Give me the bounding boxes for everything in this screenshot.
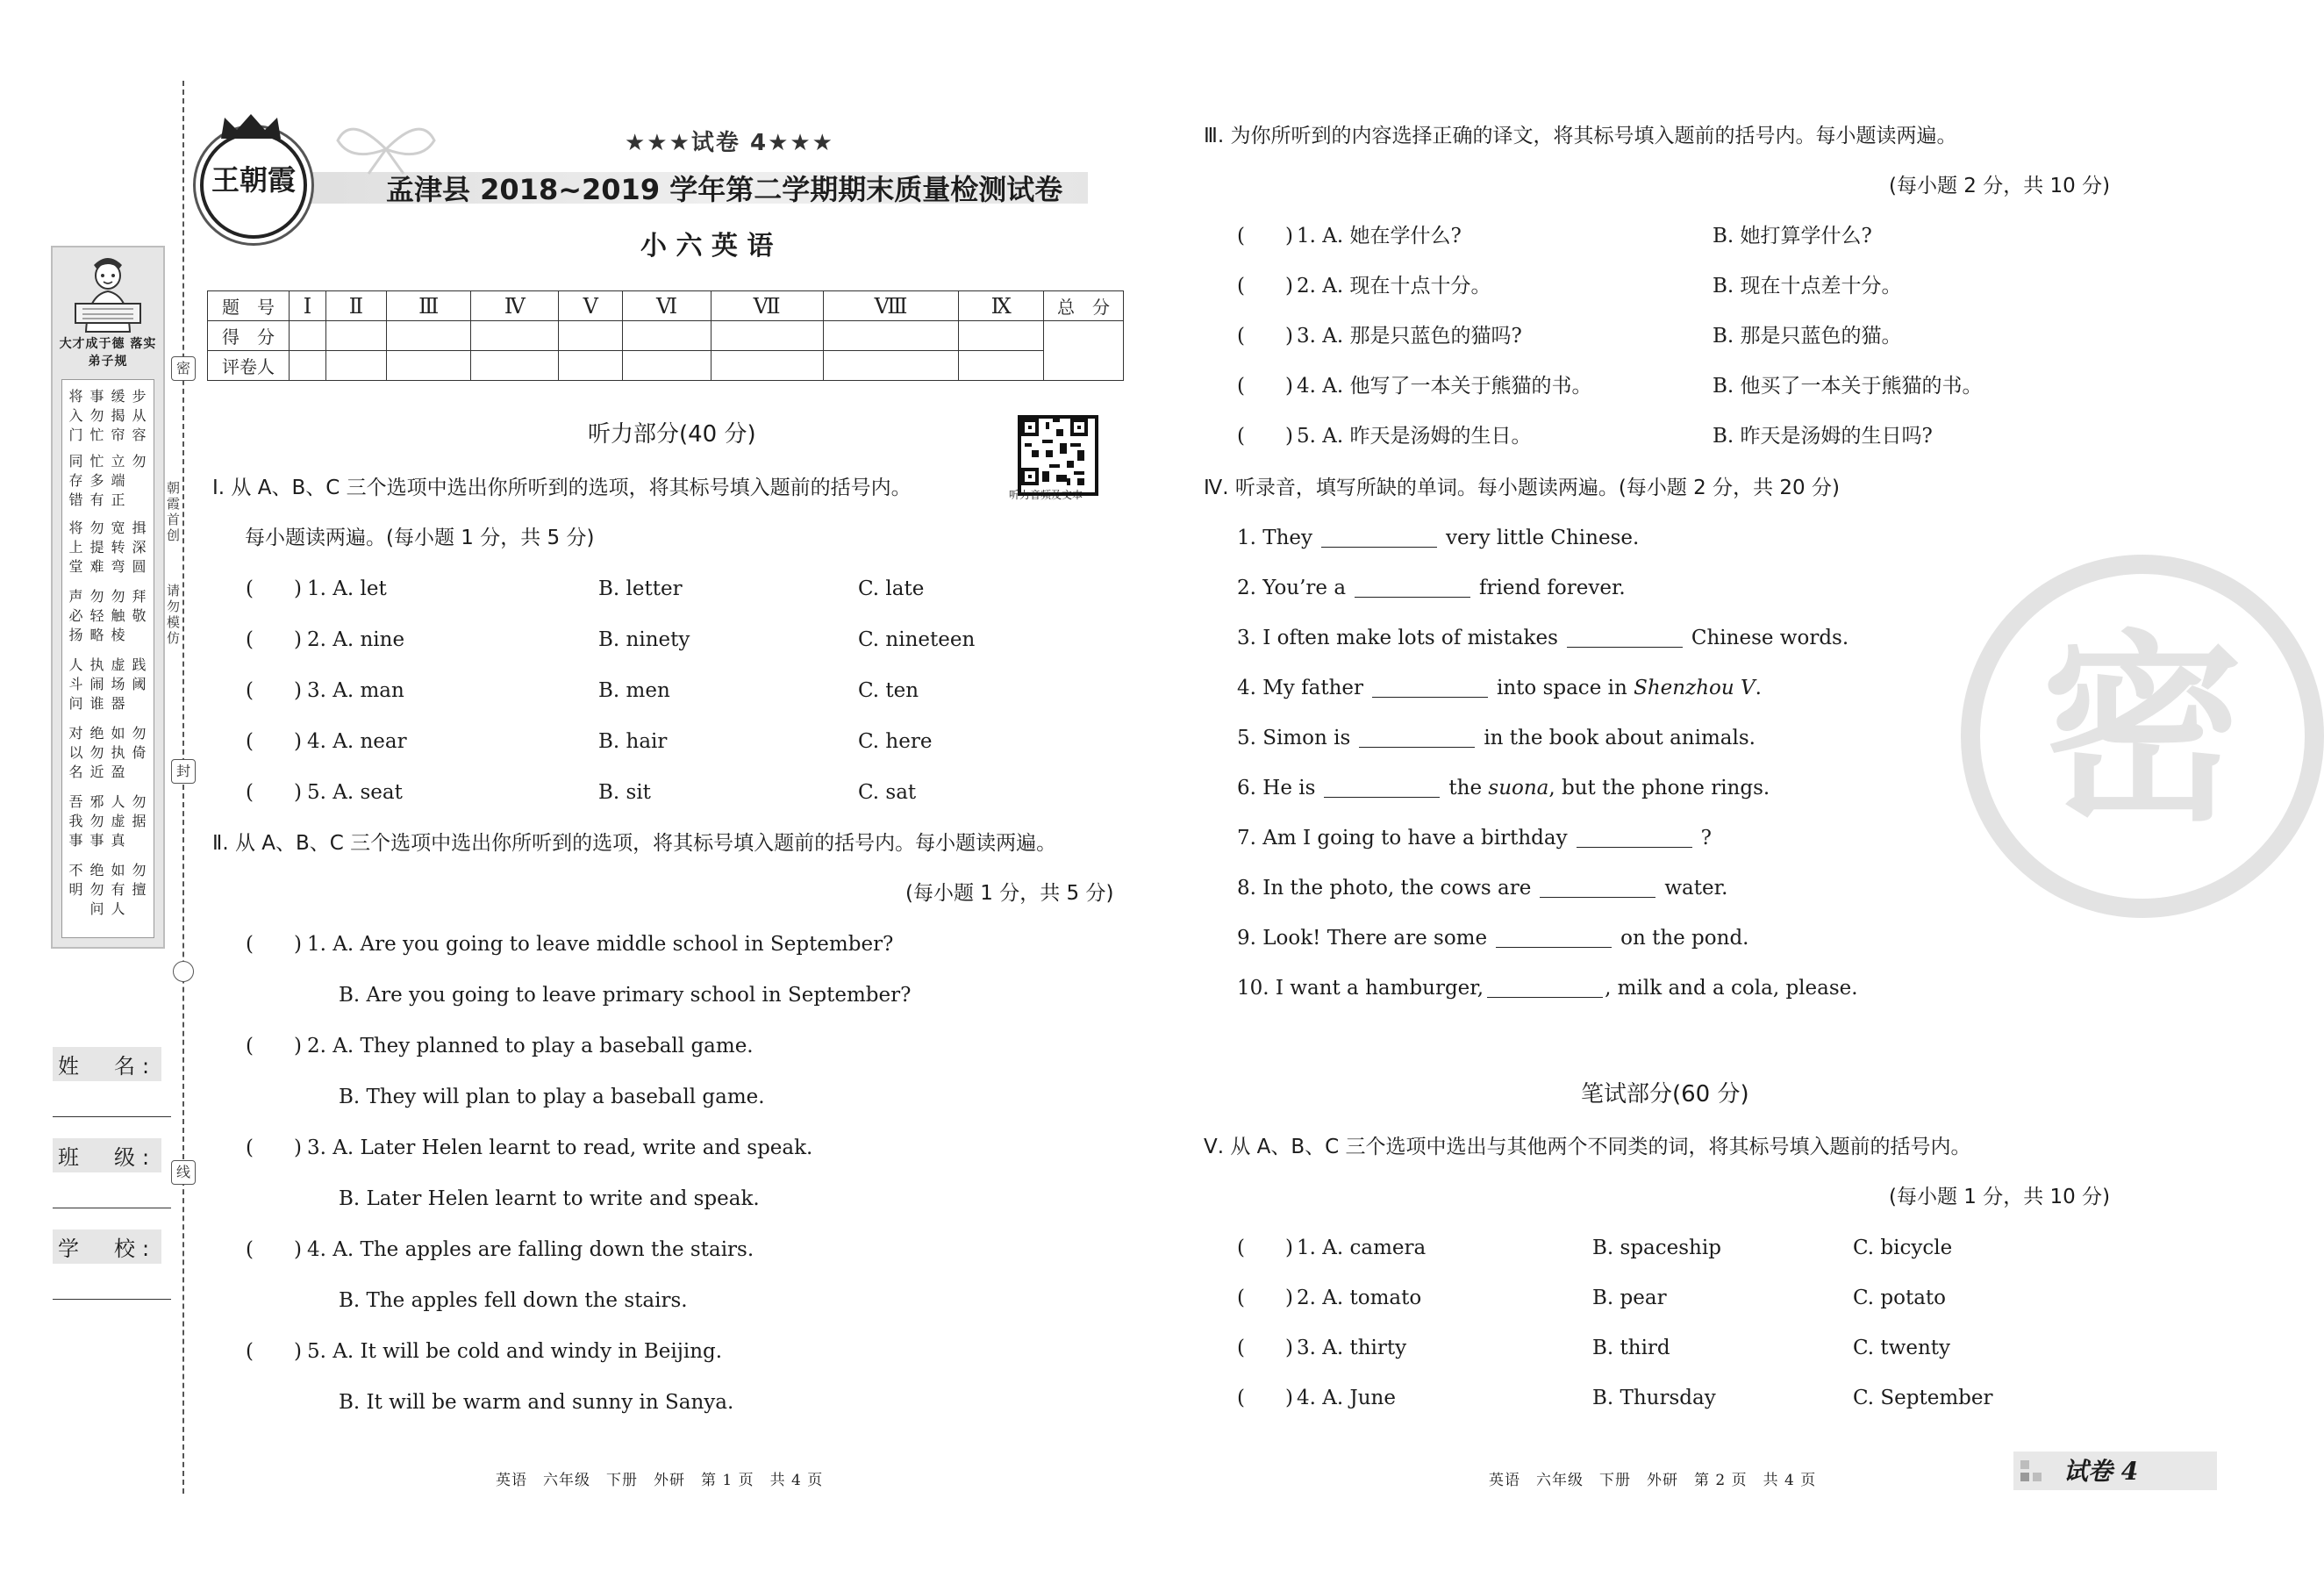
motto-line: 吾我事 [67,794,83,852]
subject-title: 小 六 英 语 [640,231,774,262]
motto-line: 忙多有 [88,454,104,512]
section3-instruction: Ⅲ. 为你所听到的内容选择正确的译文，将其标号填入题前的括号内。每小题读两遍。 [1204,125,1957,147]
score-cell[interactable] [711,321,823,351]
fill-blank-text: the [1448,777,1483,799]
answer-bracket[interactable]: ( ) [246,730,302,753]
answer-bracket[interactable]: ( ) [1237,325,1293,348]
motto-line: 虚场器 [109,657,125,715]
fill-blank-text: in the book about animals. [1484,727,1756,749]
fill-blank-item [1237,725,1756,751]
answer-bracket[interactable]: ( ) [1237,1387,1293,1409]
motto-line: 勿据 [130,794,147,833]
grader-cell[interactable] [623,351,711,381]
question-option-b: B. third [1592,1337,1670,1359]
question-option-a: 1. A. Are you going to leave middle school in September? [307,933,894,956]
score-cell[interactable] [471,321,559,351]
question-option-a: 4. A. The apples are falling down the stairs. [307,1238,754,1261]
col-header: Ⅷ [823,291,959,321]
motto-line: 不明 [67,863,83,901]
question-option-c: C. September [1853,1387,1993,1409]
col-header: Ⅳ [471,291,559,321]
fill-blank-text: 10. I want a hamburger, [1237,977,1484,1000]
question-option-b: B. men [598,679,670,702]
col-header: Ⅲ [386,291,470,321]
corner-square-icon [2020,1473,2029,1481]
fill-blank-text: 9. Look! There are some [1237,927,1488,950]
fill-blank-text: 4. My father [1237,677,1363,699]
corner-square-icon [2020,1460,2029,1469]
fill-blank-text: 3. I often make lots of mistakes [1237,627,1558,649]
answer-bracket[interactable]: ( ) [246,679,302,702]
crown-icon [216,112,286,142]
section4-instruction: Ⅳ. 听录音，填写所缺的单词。每小题读两遍。(每小题 2 分，共 20 分) [1204,477,1840,499]
motto-line: 缓揭帘 [109,389,125,447]
row-label-score: 得 分 [208,321,290,351]
grader-cell[interactable] [290,351,326,381]
motto-line: 执闹谁 [88,657,104,715]
question-option-b: B. 她打算学什么? [1713,225,1872,247]
name-label: 姓 名: [53,1047,161,1081]
fill-blank-text: 5. Simon is [1237,727,1351,749]
fill-blank-item [1237,875,1727,901]
motto-line: 步从容 [130,389,147,447]
motto-line: 同存错 [67,454,83,512]
question-option-b: B. spaceship [1592,1237,1721,1259]
fill-blank-text: very little Chinese. [1446,527,1640,549]
score-cell[interactable] [559,321,623,351]
fill-blank-text: water. [1664,877,1728,900]
col-header: Ⅶ [711,291,823,321]
section2-instruction: Ⅱ. 从 A、B、C 三个选项中选出你所听到的选项，将其标号填入题前的括号内。每小题读两遍。 [212,832,1057,855]
paper-tag: ★★★试卷 4★★★ [625,130,834,156]
page-footer-left: 英语 六年级 下册 外研 第 1 页 共 4 页 [496,1472,824,1489]
motto-line: 人虚真 [109,794,125,852]
col-header: Ⅴ [559,291,623,321]
answer-bracket[interactable]: ( ) [1237,1287,1293,1309]
col-header: Ⅸ [959,291,1044,321]
fill-blank-item [1237,575,1626,601]
answer-bracket[interactable]: ( ) [1237,275,1293,298]
fill-blank-item [1237,625,1848,651]
school-label: 学 校: [53,1229,161,1264]
fill-blank-text: , milk and a cola, please. [1605,977,1858,1000]
question-option-b: B. Are you going to leave primary school in September? [339,984,912,1007]
question-option-b: B. Thursday [1592,1387,1716,1409]
answer-bracket[interactable]: ( ) [246,1035,302,1057]
row-label-question-no: 题 号 [208,291,290,321]
score-cell[interactable] [959,321,1044,351]
motto-panel [51,246,165,949]
motto-line: 立端正 [109,454,125,512]
section2-points: (每小题 1 分，共 5 分) [905,882,1114,905]
answer-blank[interactable] [1372,677,1488,698]
grader-cell[interactable] [386,351,470,381]
publisher-logo [200,132,307,239]
motto-line: 事勿忙 [88,389,104,447]
fill-blank-item [1237,525,1639,551]
grader-cell[interactable] [559,351,623,381]
question-option-a: 3. A. Later Helen learnt to read, write and speak. [307,1136,813,1159]
answer-bracket[interactable]: ( ) [246,628,302,651]
question-option-b: B. The apples fell down the stairs. [339,1289,688,1312]
grader-cell[interactable] [959,351,1044,381]
motto-line: 勿擅 [130,863,147,901]
motto-line: 勿提难 [88,520,104,578]
fill-blank-item [1237,925,1748,951]
section1-instruction-line2: 每小题读两遍。(每小题 1 分，共 5 分) [245,527,595,549]
question-option-b: B. It will be warm and sunny in Sanya. [339,1391,734,1414]
binding-hole-icon [173,961,194,982]
seal-char-mi: 密 [171,356,196,381]
question-option-a: 2. A. nine [307,628,405,651]
answer-blank[interactable] [1324,778,1440,798]
answer-bracket[interactable]: ( ) [1237,425,1293,448]
answer-bracket[interactable]: ( ) [1237,225,1293,247]
answer-blank[interactable] [1496,928,1612,948]
fill-blank-item [1237,825,1712,851]
motto-line: 勿 [130,454,147,473]
corner-tag-label: 试卷 4 [2063,1457,2139,1486]
italic-term: Shenzhou V [1634,677,1756,699]
motto-line: 揖深圆 [130,520,147,578]
qr-code-icon[interactable] [1018,415,1098,496]
answer-blank[interactable] [1577,828,1692,848]
name-field[interactable] [53,1116,171,1117]
answer-bracket[interactable]: ( ) [246,1136,302,1159]
motto-line: 拜敬 [130,589,147,627]
section3-points: (每小题 2 分，共 10 分) [1889,175,2111,197]
motto-line: 将上堂 [67,520,83,578]
question-option-a: 5. A. seat [307,781,403,804]
answer-bracket[interactable]: ( ) [1237,1237,1293,1259]
question-option-b: B. 那是只蓝色的猫。 [1713,325,1902,348]
question-option-a: 1. A. camera [1297,1237,1427,1259]
confidential-watermark [1961,555,2324,918]
logo-text: 王朝霞 [211,163,296,197]
motto-line: 邪勿事 [88,794,104,852]
score-cell[interactable] [623,321,711,351]
fill-blank-item [1237,975,1858,1001]
score-cell[interactable] [386,321,470,351]
motto-line: 如执盈 [109,726,125,784]
fill-blank-text: , but the phone rings. [1548,777,1770,799]
fill-blank-text: 6. He is [1237,777,1316,799]
section5-points: (每小题 1 分，共 10 分) [1889,1186,2111,1208]
answer-bracket[interactable]: ( ) [246,1238,302,1261]
fill-blank-text: Chinese words. [1691,627,1849,649]
question-option-a: 3. A. thirty [1297,1337,1407,1359]
motto-line: 绝勿近 [88,726,104,784]
fill-blank-text: into space in [1497,677,1627,699]
question-option-a: 5. A. It will be cold and windy in Beijing. [307,1340,723,1363]
question-option-b: B. 现在十点差十分。 [1713,275,1902,298]
motto-line: 勿轻略 [88,589,104,647]
question-option-c: C. sat [858,781,917,804]
vertical-note-original: 朝霞首创 [165,481,181,544]
answer-blank[interactable] [1355,577,1470,598]
col-header: Ⅰ [290,291,326,321]
writing-heading: 笔试部分(60 分) [1581,1081,1749,1108]
watermark-char: 密 [2041,614,2243,849]
corner-square-icon [2033,1473,2042,1481]
scholar-figure-icon [70,253,146,333]
score-cell[interactable] [823,321,959,351]
seal-char-feng: 封 [171,759,196,784]
question-option-a: 4. A. June [1297,1387,1396,1409]
italic-term: suona [1488,777,1549,799]
motto-line: 宽转弯 [109,520,125,578]
answer-bracket[interactable]: ( ) [1237,1337,1293,1359]
fill-blank-item [1237,775,1770,801]
question-option-b: B. They will plan to play a baseball game. [339,1086,765,1108]
question-option-c: C. ten [858,679,919,702]
question-option-a: 4. A. 他写了一本关于熊猫的书。 [1297,375,1592,398]
question-option-c: C. here [858,730,933,753]
fill-blank-text: 1. They [1237,527,1313,549]
question-option-a: 1. A. 她在学什么? [1297,225,1462,247]
answer-bracket[interactable]: ( ) [246,1340,302,1363]
grader-cell[interactable] [471,351,559,381]
answer-blank[interactable] [1359,728,1475,748]
fill-blank-text: ? [1700,827,1712,850]
motto-header: 大才成于德 落实弟子规 [59,337,157,369]
question-option-b: B. sit [598,781,651,804]
question-option-b: B. 他买了一本关于熊猫的书。 [1713,375,1983,398]
question-option-a: 3. A. 那是只蓝色的猫吗? [1297,325,1522,348]
col-header: Ⅵ [623,291,711,321]
section1-instruction: Ⅰ. 从 A、B、C 三个选项中选出你所听到的选项，将其标号填入题前的括号内。 [212,477,912,499]
question-option-b: B. hair [598,730,668,753]
fill-blank-text: friend forever. [1479,577,1626,599]
question-option-b: B. letter [598,577,683,600]
score-table [207,290,1124,381]
motto-line: 勿倚 [130,726,147,764]
question-option-b: B. ninety [598,628,690,651]
total-header: 总 分 [1044,291,1124,321]
motto-line: 将入门 [67,389,83,447]
answer-blank[interactable] [1567,627,1683,648]
motto-line: 人斗问 [67,657,83,715]
answer-blank[interactable] [1540,878,1655,898]
answer-blank[interactable] [1487,978,1603,998]
total-score-cell[interactable] [1044,321,1124,381]
fill-blank-item [1237,675,1762,701]
seal-char-xian: 线 [171,1160,196,1185]
grader-cell[interactable] [823,351,959,381]
question-option-a: 3. A. man [307,679,404,702]
question-option-c: C. nineteen [858,628,976,651]
motto-text-area [61,379,154,938]
motto-line: 勿触棱 [109,589,125,647]
motto-line: 践阈 [130,657,147,696]
question-option-a: 1. A. let [307,577,387,600]
motto-line: 绝勿问 [88,863,104,921]
motto-line: 声必扬 [67,589,83,647]
question-option-a: 4. A. near [307,730,407,753]
question-option-c: C. potato [1853,1287,1947,1309]
question-option-a: 2. A. They planned to play a baseball game. [307,1035,754,1057]
answer-bracket[interactable]: ( ) [246,577,302,600]
answer-bracket[interactable]: ( ) [246,933,302,956]
question-option-b: B. Later Helen learnt to write and speak. [339,1187,760,1210]
class-label: 班 级: [53,1138,161,1172]
fill-blank-text: 7. Am I going to have a birthday [1237,827,1568,850]
score-cell[interactable] [290,321,326,351]
question-option-a: 2. A. tomato [1297,1287,1422,1309]
fill-blank-text: on the pond. [1620,927,1749,950]
row-label-grader: 评卷人 [208,351,290,381]
question-option-b: B. 昨天是汤姆的生日吗? [1713,425,1933,448]
vertical-note-no-copy: 请勿模仿 [165,584,181,647]
grader-cell[interactable] [325,351,386,381]
fill-blank-text: . [1755,677,1762,699]
score-cell[interactable] [325,321,386,351]
col-header: Ⅱ [325,291,386,321]
answer-bracket[interactable]: ( ) [1237,375,1293,398]
question-option-c: C. twenty [1853,1337,1950,1359]
school-field[interactable] [53,1299,171,1300]
page-footer-right: 英语 六年级 下册 外研 第 2 页 共 4 页 [1489,1472,1817,1489]
answer-bracket[interactable]: ( ) [246,781,302,804]
section5-instruction: Ⅴ. 从 A、B、C 三个选项中选出与其他两个不同类的词，将其标号填入题前的括号内。 [1204,1136,1971,1158]
grader-cell[interactable] [711,351,823,381]
listening-heading: 听力部分(40 分) [588,421,756,448]
qr-caption: 听力音频及文本 [1009,489,1083,501]
question-option-b: B. pear [1592,1287,1667,1309]
exam-title: 孟津县 2018~2019 学年第二学期期末质量检测试卷 [386,173,1063,206]
binding-dashed-line [182,81,184,1494]
motto-line: 如有人 [109,863,125,921]
motto-line: 对以名 [67,726,83,784]
bow-decoration-icon [333,114,439,176]
question-option-c: C. bicycle [1853,1237,1953,1259]
fill-blank-text: 2. You’re a [1237,577,1347,599]
question-option-a: 5. A. 昨天是汤姆的生日。 [1297,425,1532,448]
answer-blank[interactable] [1321,527,1437,548]
question-option-a: 2. A. 现在十点十分。 [1297,275,1491,298]
question-option-c: C. late [858,577,925,600]
fill-blank-text: 8. In the photo, the cows are [1237,877,1532,900]
